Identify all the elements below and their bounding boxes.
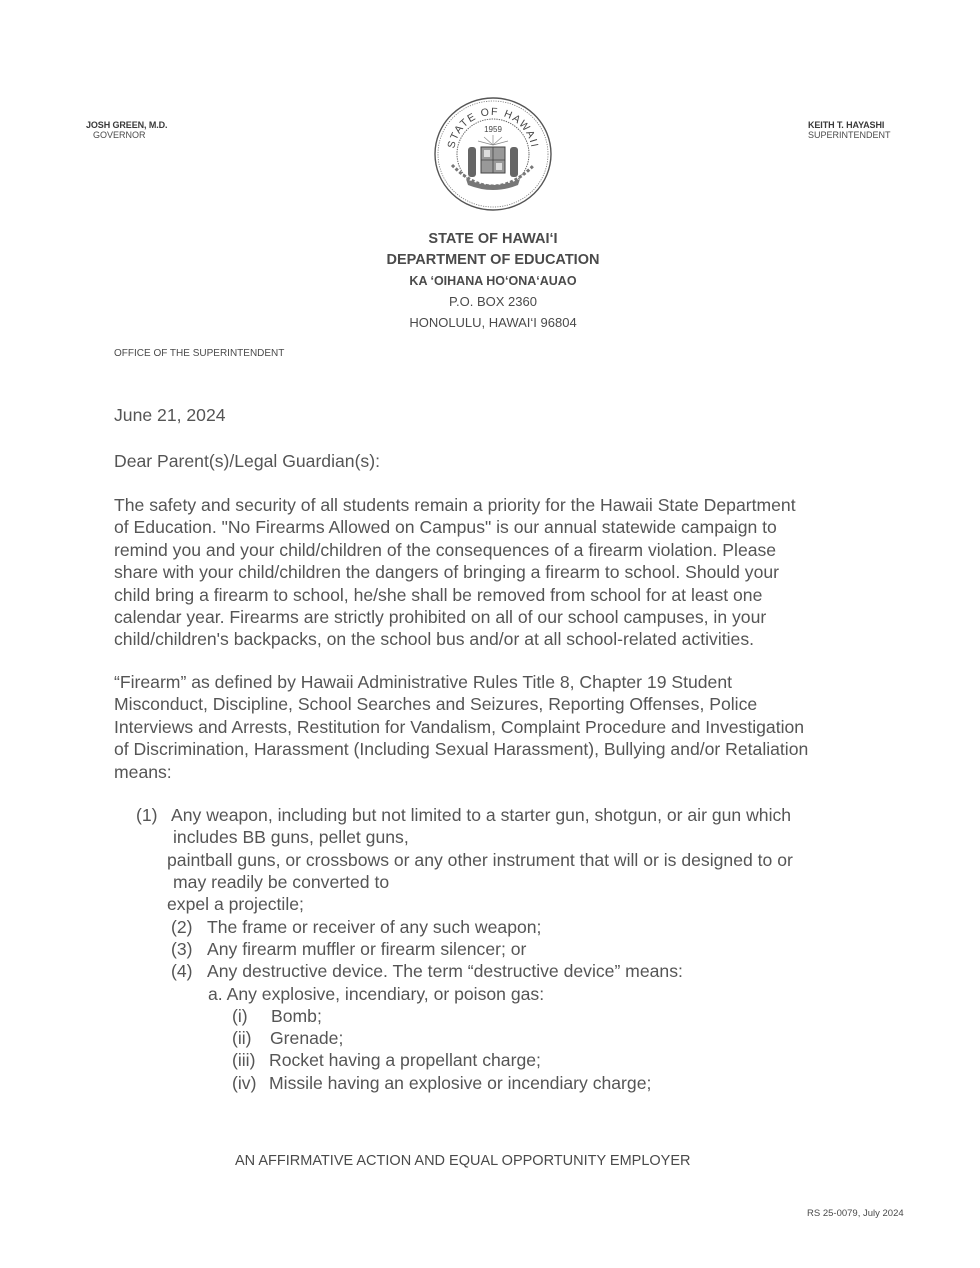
- text-line: of Discrimination, Harassment (Including Sexual Harassment), Bullying and/or Retaliation: [114, 739, 809, 760]
- svg-text:STATE OF HAWAII: STATE OF HAWAII: [445, 105, 541, 150]
- text-line: Interviews and Arrests, Restitution for Vandalism, Complaint Procedure and Investigation: [114, 716, 805, 737]
- text-line: share with your child/children the dangers of bringing a firearm to school. Should your: [114, 562, 780, 583]
- state-seal-icon: [432, 95, 554, 213]
- department-state: STATE OF HAWAI‘I: [428, 231, 558, 247]
- department-hawaiian-name: KA ‘OIHANA HO‘ONA‘AUAO: [409, 274, 577, 288]
- governor-title: GOVERNOR: [93, 130, 146, 140]
- text-line: child/children's backpacks, on the school bus and/or at all school-related activities.: [114, 629, 755, 650]
- sub-item-text: Grenade;: [270, 1028, 344, 1048]
- superintendent-title: SUPERINTENDENT: [808, 130, 891, 140]
- list-item-text: Any weapon, including but not limited to a starter gun, shotgun, or air gun which: [171, 805, 792, 825]
- list-item-text: Any destructive device. The term “destructive device” means:: [207, 961, 683, 981]
- superintendent-name: KEITH T. HAYASHI: [808, 120, 885, 130]
- paragraph-definition: [114, 671, 904, 783]
- sub-item-number: (iii): [232, 1050, 256, 1070]
- department-city: HONOLULU, HAWAI‘I 96804: [409, 315, 577, 330]
- letter-date: June 21, 2024: [114, 405, 226, 425]
- list-item-text: includes BB guns, pellet guns,: [173, 827, 409, 847]
- text-line: Misconduct, Discipline, School Searches and Seizures, Reporting Offenses, Police: [114, 694, 758, 715]
- sub-item-text: Bomb;: [271, 1006, 322, 1026]
- svg-text:1959: 1959: [484, 125, 502, 134]
- text-line: The safety and security of all students remain a priority for the Hawaii State Department: [114, 495, 796, 515]
- employer-statement: AN AFFIRMATIVE ACTION AND EQUAL OPPORTUNITY EMPLOYER: [235, 1153, 691, 1169]
- text-line: child bring a firearm to school, he/she shall be removed from school for at least one: [114, 584, 763, 605]
- governor-name: JOSH GREEN, M.D.: [86, 120, 168, 130]
- item-number: (4): [171, 961, 193, 981]
- list-item-text: may readily be converted to: [173, 872, 390, 892]
- list-item-text: The frame or receiver of any such weapon;: [207, 917, 542, 937]
- sub-item-text: Rocket having a propellant charge;: [269, 1050, 541, 1070]
- paragraph-intro: [114, 494, 904, 651]
- department-name: DEPARTMENT OF EDUCATION: [386, 252, 600, 268]
- sub-item-number: (i): [232, 1006, 248, 1026]
- office-label: OFFICE OF THE SUPERINTENDENT: [114, 348, 285, 359]
- governor-block: [86, 120, 167, 140]
- department-po-box: P.O. BOX 2360: [449, 294, 537, 309]
- text-line: of Education. "No Firearms Allowed on Campus" is our annual statewide campaign to: [114, 517, 777, 538]
- text-line: calendar year. Firearms are strictly prohibited on all of our school campuses, in your: [114, 607, 767, 628]
- sub-item-text: Missile having an explosive or incendiary charge;: [269, 1073, 652, 1093]
- list-item-text: expel a projectile;: [167, 894, 304, 914]
- form-id: RS 25-0079, July 2024: [807, 1208, 904, 1219]
- list-item-text: paintball guns, or crossbows or any other instrument that will or is designed to or: [167, 850, 793, 870]
- list-item-text: Any firearm muffler or firearm silencer; or: [207, 939, 527, 959]
- item-number: (3): [171, 939, 193, 959]
- superintendent-block: [808, 120, 891, 140]
- salutation: Dear Parent(s)/Legal Guardian(s):: [114, 451, 380, 471]
- sub-item-number: (iv): [232, 1073, 257, 1093]
- text-line: remind you and your child/children of the consequences of a firearm violation. Please: [114, 539, 777, 560]
- item-number: (1): [136, 805, 158, 825]
- text-line: means:: [114, 761, 172, 782]
- sub-item-number: (ii): [232, 1028, 252, 1048]
- item-number: (2): [171, 917, 193, 937]
- sub-item-a: a. Any explosive, incendiary, or poison gas:: [208, 984, 545, 1004]
- text-line: “Firearm” as defined by Hawaii Administrative Rules Title 8, Chapter 19 Student: [114, 672, 733, 692]
